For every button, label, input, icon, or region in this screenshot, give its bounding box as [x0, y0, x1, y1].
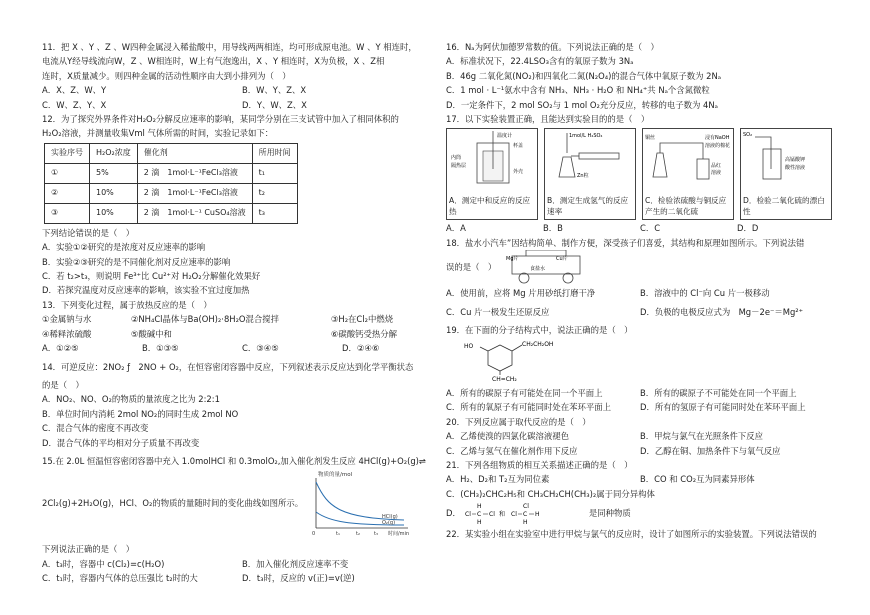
q21-option-a[interactable]: A．H₂、D₂和 T₂互为同位素: [446, 474, 550, 485]
q18-option-d[interactable]: D．负极的电极反应式为 Mg－2e⁻＝Mg²⁺: [640, 306, 804, 317]
fig-label: 内筒: [451, 155, 462, 162]
table-cell: 2 滴 1mol·L⁻¹ CuSO₄溶液: [137, 203, 252, 223]
q15-option-a[interactable]: A．t₃时，容器中 c(Cl₂)=c(H₂O): [42, 558, 165, 569]
q15-stem: 下列说法正确的是（ ）: [42, 544, 135, 555]
q18-option-c[interactable]: C．Cu 片一极发生还原反应: [446, 306, 550, 317]
q15-option-b[interactable]: B．加入催化剂反应速率不变: [242, 558, 349, 569]
table-cell: 10%: [90, 183, 138, 203]
question-15: [42, 454, 442, 586]
struct-atom: H: [534, 511, 540, 519]
question-19: [446, 323, 834, 415]
q12-line1: 12．为了探究外界条件对H₂O₂分解反应速率的影响，某同学分别在三支试管中加入了相同体积的: [42, 114, 399, 125]
fig-label: 浸有NaOH: [705, 135, 730, 142]
q21-option-d-suffix: 是同种物质: [588, 507, 631, 518]
question-20: [446, 415, 834, 458]
q17-caption-a: A．测定中和反应的反应热: [449, 195, 535, 217]
graph-tick: t₁: [336, 531, 340, 538]
table-row: [45, 183, 298, 203]
table-cell: 2 滴 1mol·L⁻¹FeCl₃溶液: [137, 183, 252, 203]
q21-option-b[interactable]: B．CO 和 CO₂互为同素异形体: [640, 474, 755, 485]
q13-option-b[interactable]: B．①③⑤: [142, 343, 179, 354]
struct-atom: Cl: [510, 511, 517, 519]
q20-line1: 20．下列反应属于取代反应的是（ ）: [446, 416, 591, 427]
q20-option-b[interactable]: B．甲烷与氯气在光照条件下反应: [640, 431, 763, 442]
q16-option-a[interactable]: A．标准状况下，22.4LSO₃含有的氧原子数为 3Nₐ: [446, 56, 634, 67]
q21-line1: 21．下列各组物质的相互关系描述正确的是（ ）: [446, 459, 633, 470]
q14-option-a[interactable]: A．NO₂、NO、O₂的物质的量浓度之比为 2:2:1: [42, 394, 220, 405]
q14-line2: 的是（ ）: [42, 379, 84, 390]
table-cell: t₂: [252, 183, 297, 203]
table-cell: 5%: [90, 163, 138, 183]
q14-line1: 14．可逆反应：2NO₂ ƒ 2NO + O₂，在恒容密闭容器中反应，下列叙述表示反应达到化学平衡状态: [42, 361, 414, 372]
q18-line2: 误的是（ ）: [446, 262, 497, 273]
q12-table: [44, 143, 298, 224]
q15-options-row1: [42, 557, 442, 571]
fig-label: 高锰酸钾: [785, 157, 806, 164]
q17-figures: [446, 128, 834, 220]
q21-option-c[interactable]: C．(CH₃)₂CHC₂H₅和 CH₃CH₂CH(CH₃)₂属于同分异构体: [446, 488, 655, 499]
q20-options-row2: [446, 444, 834, 458]
q19-option-c[interactable]: C．所有的氧原子有可能同时处在苯环平面上: [446, 402, 611, 413]
table-header-row: [45, 143, 298, 163]
q12-option-a[interactable]: A．实验①②研究的是浓度对反应速率的影响: [42, 242, 206, 253]
struct-atom: C: [476, 511, 482, 519]
fig-label: 酸性溶液: [785, 165, 806, 172]
q15-graph: [300, 468, 420, 538]
struct-atom: Cl: [464, 511, 471, 519]
table-cell: ③: [45, 203, 90, 223]
table-header: 催化剂: [137, 143, 252, 163]
fig-label: SO₂: [743, 132, 753, 139]
q11-option-c[interactable]: C．W、Z、Y、X: [42, 99, 107, 110]
q19-option-b[interactable]: B．所有的碳原子不可能处在同一个平面上: [640, 387, 797, 398]
q16-option-c[interactable]: C．1 mol · L⁻¹氨水中含有 NH₃、NH₃ · H₂O 和 NH₄⁺共 Nₐ个含氮微粒: [446, 85, 710, 96]
q17-option-c[interactable]: C．C: [640, 223, 661, 234]
table-cell: ②: [45, 183, 90, 203]
q13-items-row2: [42, 327, 442, 341]
q17-figure-c: [642, 128, 734, 220]
fig-label: 溶液: [711, 170, 722, 177]
q13-option-a[interactable]: A．①②⑤: [42, 343, 79, 354]
struct-atom: Cl: [488, 511, 495, 519]
q20-option-d[interactable]: D．乙醇在铜、加热条件下与氧气反应: [640, 445, 781, 456]
question-11: [42, 40, 442, 112]
q18-option-b[interactable]: B．溶液中的 Cl⁻向 Cu 片一极移动: [640, 288, 770, 299]
q14-option-d[interactable]: D．混合气体的平均相对分子质量不再改变: [42, 437, 200, 448]
q17-option-d[interactable]: D．D: [737, 223, 759, 234]
struct-atom: H: [476, 503, 482, 511]
q19-options-row1: [446, 386, 834, 400]
q16-line1: 16．Nₐ为阿伏加德罗常数的值。下列说法正确的是（ ）: [446, 42, 659, 52]
struct-atom: C: [522, 511, 528, 519]
q15-body: [42, 468, 442, 538]
question-18: [446, 236, 834, 319]
right-column: [446, 40, 834, 542]
q13-option-c[interactable]: C．③④⑤: [242, 343, 279, 354]
fig-label: 食盐水: [530, 266, 546, 273]
fig-label: 铜丝: [645, 135, 656, 142]
q17-caption-d: D．检验二氧化硫的漂白性: [743, 195, 829, 217]
so2-bleach-diagram: [741, 129, 831, 189]
fig-label: 杯盖: [513, 143, 524, 150]
gas-rate-diagram: [545, 129, 635, 189]
q20-options-row1: [446, 429, 834, 443]
question-21: [446, 458, 834, 525]
q14-option-c[interactable]: C．混合气体的密度不再改变: [42, 423, 149, 434]
q11-option-b[interactable]: B．W、Y、Z、X: [242, 85, 307, 96]
question-12: [42, 112, 442, 298]
struct-atom: H: [522, 519, 528, 526]
q18-option-a[interactable]: A．使用前，应将 Mg 片用砂纸打磨干净: [446, 288, 596, 299]
q18-options-row2: [446, 305, 834, 319]
table-cell: t₃: [252, 203, 297, 223]
q17-figure-a: [446, 128, 538, 220]
q12-line2: H₂O₂溶液，并测量收集Vml 气体所需的时间，实验记录如下：: [42, 128, 274, 139]
question-17: [446, 112, 834, 236]
q11-line3: 连时，X质量减少。则四种金属的活动性顺序由大到小排列为（ ）: [42, 70, 291, 81]
table-header: 所用时间: [252, 143, 297, 163]
q13-items-row1: [42, 312, 442, 326]
q14-option-b[interactable]: B．单位时间内消耗 2mol NO₂的同时生成 2mol NO: [42, 408, 239, 419]
q21-option-d-row: [446, 501, 834, 525]
q11-line1: 11．把 X 、Y 、Z 、W四种金属浸入稀盐酸中，用导线两两相连，均可形成原电池。W 、Y 相连时，: [42, 42, 417, 52]
q11-option-d[interactable]: D．Y、W、Z、X: [242, 99, 307, 110]
q12-option-b[interactable]: B．实验②③研究的是不同催化剂对反应速率的影响: [42, 256, 231, 267]
q13-item: ④稀释浓硫酸: [42, 328, 92, 339]
q19-molecule: [460, 337, 580, 381]
table-header: 实验序号: [45, 143, 90, 163]
graph-label-hcl: HCl(g): [382, 514, 398, 521]
q17-options: [446, 221, 834, 235]
q13-options: [42, 341, 442, 355]
fig-label: 1mol/L H₂SO₄: [569, 133, 603, 140]
q17-caption-c: C．检验浓硫酸与铜反应产生的二氧化硫: [645, 195, 731, 217]
q11-options-row2: [42, 98, 442, 112]
q19-option-d[interactable]: D．所有的氢原子有可能同时处在苯环平面上: [640, 402, 806, 413]
q16-option-d[interactable]: D．一定条件下，2 mol SO₂与 1 mol O₂充分反应，转移的电子数为 4Nₐ: [446, 99, 718, 110]
q21-structures: [465, 501, 585, 525]
q13-item: ①金属钠与水: [42, 314, 92, 325]
q12-option-c[interactable]: C．若 t₂>t₃，则说明 Fe³⁺比 Cu²⁺对 H₂O₂分解催化效果好: [42, 271, 261, 282]
table-cell: 10%: [90, 203, 138, 223]
fig-label: 溶液的棉花: [705, 143, 731, 150]
q15-line2: 2Cl₂(g)+2H₂O(g)，HCl、O₂的物质的量随时间的变化曲线如图所示。: [42, 498, 304, 509]
q13-item: ⑥碳酸钙受热分解: [330, 328, 398, 339]
q11-option-a[interactable]: A．X、Z、W、Y: [42, 85, 107, 96]
q15-option-d[interactable]: D．t₃时，反应的 v(正)=v(逆): [242, 573, 355, 584]
q17-option-b[interactable]: B．B: [543, 223, 563, 234]
q21-options-row1: [446, 472, 834, 486]
table-cell: t₁: [252, 163, 297, 183]
q17-option-a[interactable]: A．A: [446, 223, 466, 234]
question-13: [42, 298, 442, 356]
q15-options-row2: [42, 571, 442, 585]
mol-label: CH=CH₂: [492, 376, 517, 382]
q17-caption-b: B．测定生成氢气的反应速率: [547, 195, 633, 217]
q22-line1: 22．某实验小组在实验室中进行甲烷与氯气的反应时，设计了如图所示的实验装置。下列说法错误的: [446, 529, 817, 540]
struct-and: 和: [498, 511, 505, 519]
q13-option-d[interactable]: D．②④⑥: [342, 343, 380, 354]
q15-option-c[interactable]: C．t₁时，容器内气体的总压强比 t₂时的大: [42, 573, 198, 584]
mol-label: CH₂CH₂OH: [522, 341, 554, 349]
q17-line1: 17．以下实验装置正确，且能达到实验目的的是（ ）: [446, 114, 650, 125]
q18-options-row1: [446, 286, 834, 300]
left-column: [42, 40, 442, 586]
fig-label: 隔热层: [451, 163, 467, 170]
struct-atom: Cl: [522, 503, 529, 511]
graph-tick: t₂: [356, 531, 360, 538]
fig-label: 外壳: [513, 169, 524, 176]
question-22: [446, 527, 834, 541]
fig-label: Mg片: [506, 256, 519, 263]
copper-acid-diagram: [643, 129, 733, 189]
graph-xlabel: 时间/min: [388, 531, 410, 538]
question-14: [42, 360, 442, 450]
q18-line1: 18．盐水小汽车”因结构简单、制作方便，深受孩子们喜爱，其结构和原理如图所示。下列说法错: [446, 237, 805, 248]
q13-item: ②NH₄Cl晶体与Ba(OH)₂·8H₂O混合搅拌: [130, 314, 280, 325]
salt-water-car-diagram: [506, 250, 596, 286]
q20-option-c[interactable]: C．乙烯与氢气在催化剂作用下反应: [446, 445, 578, 456]
table-cell: ①: [45, 163, 90, 183]
fig-label: 温度计: [497, 133, 513, 140]
table-row: [45, 203, 298, 223]
q11-line2: 电流从Y经导线流向W，Z 、W相连时，W上有气泡逸出，X 、Y 相连时，X为负极，X 、Z相: [42, 56, 385, 67]
graph-tick: t₃: [374, 531, 378, 538]
q13-item: ③H₂在Cl₂中燃烧: [330, 314, 394, 325]
q18-body: [446, 250, 834, 286]
graph-tick: 0: [312, 531, 316, 538]
q12-stem: 下列结论错误的是（ ）: [42, 227, 135, 238]
graph-ylabel: 物质的量/mol: [318, 472, 353, 479]
q19-options-row2: [446, 400, 834, 414]
table-row: [45, 163, 298, 183]
q17-figure-b: [544, 128, 636, 220]
q19-option-a[interactable]: A．所有的碳原子有可能处在同一个平面上: [446, 387, 603, 398]
q19-line1: 19．在下面的分子结构式中，说法正确的是（ ）: [446, 325, 633, 336]
q15-line1: 15.在 2.0L 恒温恒容密闭容器中充入 1.0molHCl 和 0.3molO₂,加入催化剂发生反应 4HCl(g)+O₂(g)⇌: [42, 455, 426, 466]
q12-option-d[interactable]: D．若探究温度对反应速率的影响，该实验不宜过度加热: [42, 285, 250, 296]
fig-label: Cu片: [556, 256, 568, 263]
struct-atom: H: [476, 519, 482, 526]
calorimeter-diagram: [447, 129, 537, 189]
q17-figure-d: [740, 128, 832, 220]
table-header: H₂O₂浓度: [90, 143, 138, 163]
q13-line1: 13．下列变化过程，属于放热反应的是（ ）: [42, 299, 212, 310]
q13-item: ⑤酸碱中和: [130, 328, 172, 339]
question-16: [446, 40, 834, 112]
table-cell: 2 滴 1mol·L⁻¹FeCl₃溶液: [137, 163, 252, 183]
graph-label-o2: O₂(g): [382, 520, 396, 527]
q16-option-b[interactable]: B．46g 二氧化氮(NO₂)和四氧化二氮(N₂O₄)的混合气体中氧原子数为 2Nₐ: [446, 70, 722, 81]
q20-option-a[interactable]: A．乙烯使溴的四氯化碳溶液褪色: [446, 431, 569, 442]
mol-label: HO: [464, 343, 474, 351]
fig-label: 品红: [711, 163, 722, 170]
q11-options-row1: [42, 83, 442, 97]
q21-option-d[interactable]: D．: [446, 507, 461, 518]
fig-label: Zn粒: [577, 173, 589, 180]
